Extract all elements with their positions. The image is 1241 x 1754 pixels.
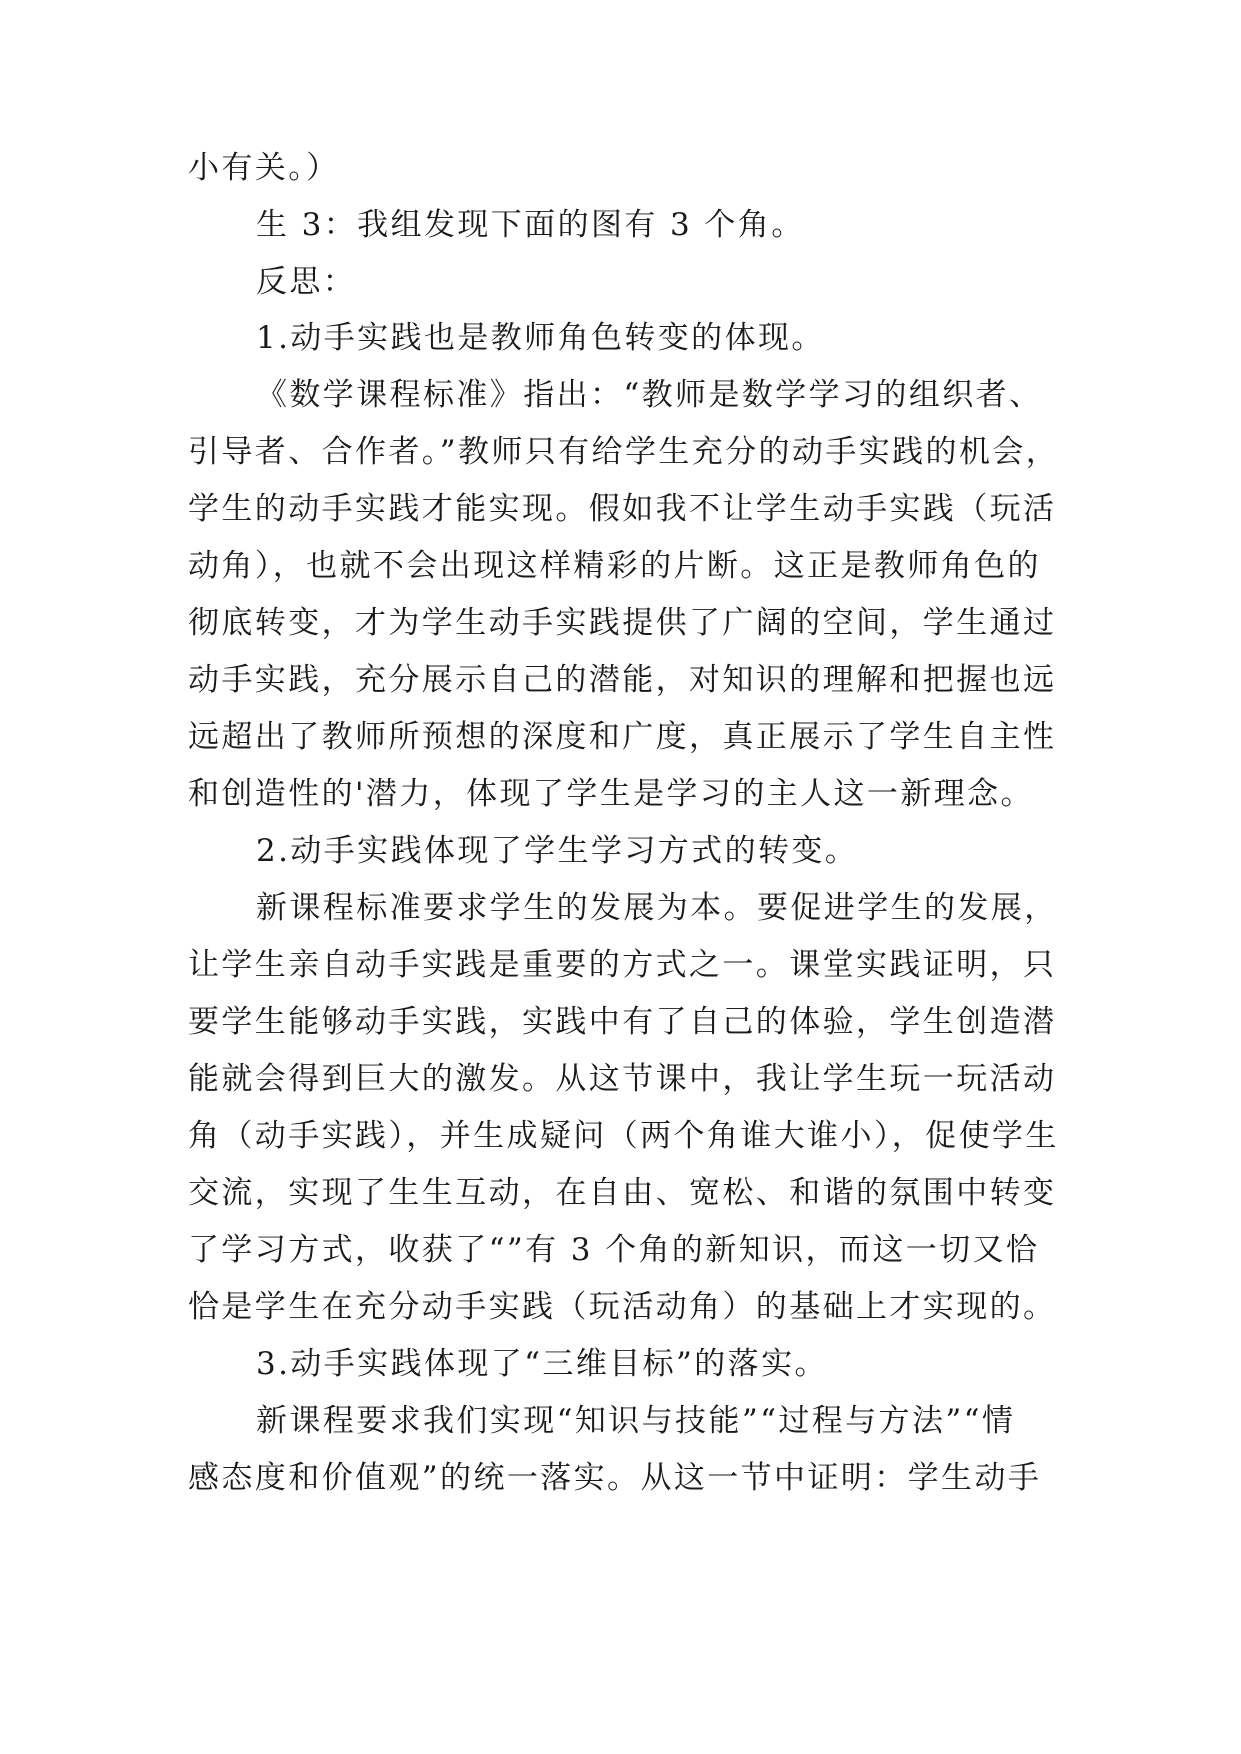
list-item-heading: 2.动手实践体现了学生学习方式的转变。 — [256, 833, 859, 869]
text-line: 动手实践，充分展示自己的潜能，对知识的理解和把握也远 — [188, 662, 1057, 698]
text-line: 新课程要求我们实现“知识与技能”“过程与方法”“情 — [256, 1403, 1016, 1439]
text-line: 小有关。） — [188, 150, 340, 186]
text-line: 《数学课程标准》指出：“教师是数学学习的组织者、 — [256, 377, 1043, 413]
text-line: 引导者、合作者。”教师只有给学生充分的动手实践的机会， — [188, 434, 1060, 470]
text-line: 彻底转变，才为学生动手实践提供了广阔的空间，学生通过 — [188, 605, 1057, 641]
text-line: 新课程标准要求学生的发展为本。要促进学生的发展， — [256, 890, 1058, 926]
text-line: 动角），也就不会出现这样精彩的片断。这正是教师角色的 — [188, 548, 1041, 584]
text-line: 角（动手实践），并生成疑问（两个角谁大谁小），促使学生 — [188, 1118, 1059, 1154]
text-line: 感态度和价值观”的统一落实。从这一节中证明：学生动手 — [188, 1460, 1042, 1496]
text-line: 恰是学生在充分动手实践（玩活动角）的基础上才实现的。 — [188, 1289, 1057, 1325]
text-line: 让学生亲自动手实践是重要的方式之一。课堂实践证明，只 — [188, 947, 1057, 983]
text-line: 能就会得到巨大的激发。从这节课中，我让学生玩一玩活动 — [188, 1061, 1057, 1097]
text-line: 远超出了教师所预想的深度和广度，真正展示了学生自主性 — [188, 719, 1057, 755]
text-line: 反思： — [256, 264, 357, 300]
list-item-heading: 1.动手实践也是教师角色转变的体现。 — [256, 320, 825, 356]
text-line: 学生的动手实践才能实现。假如我不让学生动手实践（玩活 — [188, 491, 1057, 527]
text-line: 和创造性的'潜力，体现了学生是学习的主人这一新理念。 — [188, 776, 1034, 812]
text-line: 要学生能够动手实践，实践中有了自己的体验，学生创造潜 — [188, 1004, 1057, 1040]
text-line: 生 3：我组发现下面的图有 3 个角。 — [256, 207, 805, 243]
text-line: 交流，实现了生生互动，在自由、宽松、和谐的氛围中转变 — [188, 1175, 1057, 1211]
list-item-heading: 3.动手实践体现了“三维目标”的落实。 — [256, 1346, 828, 1382]
text-line: 了学习方式，收获了“”有 3 个角的新知识，而这一切又恰 — [188, 1232, 1040, 1268]
